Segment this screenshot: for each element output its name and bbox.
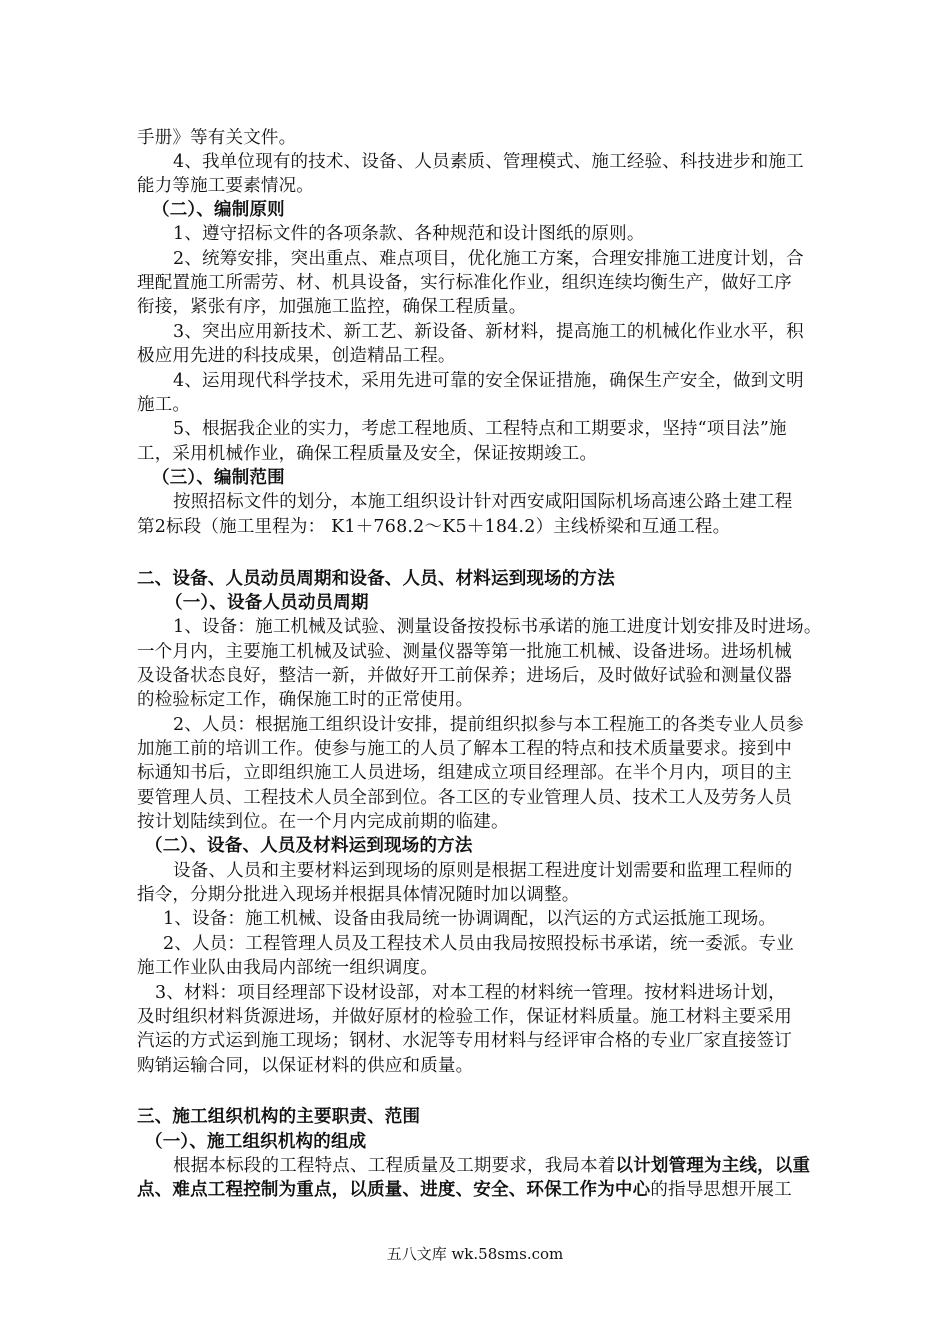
text-line: 汽运的方式运到施工现场；钢材、水泥等专用材料与经评审合格的专业厂家直接签订 [137,1031,792,1051]
text-line: 2、统筹安排，突出重点、难点项目，优化施工方案，合理安排施工进度计划，合 [173,249,804,269]
emphasis-text: 以计划管理为主线，以重 [615,1156,811,1176]
text-line: 施工作业队由我局内部统一组织调度。 [137,958,438,978]
text-line: 指令，分期分批进入现场并根据具体情况随时加以调整。 [137,885,580,905]
emphasis-text: 点、难点工程控制为重点，以质量、进度、安全、环保工作为中心 [137,1180,651,1200]
mixed-text-line [137,1179,792,1202]
text-line: 1、设备：施工机械、设备由我局统一协调调配，以汽运的方式运抵施工现场。 [163,909,777,929]
text-line: 标通知书后，立即组织施工人员进场，组建成立项目经理部。在半个月内，项目的主 [137,763,792,783]
plain-text: 的指导思想开展工 [650,1180,792,1200]
text-line: 手册》等有关文件。 [137,128,297,148]
text-line: 设备、人员和主要材料运到现场的原则是根据工程进度计划需要和监理工程师的 [173,861,793,881]
text-line: 3、突出应用新技术、新工艺、新设备、新材料，提高施工的机械化作业水平，积 [173,322,804,342]
text-line: 要管理人员、工程技术人员全部到位。各工区的专业管理人员、技术工人及劳务人员 [137,788,792,808]
plain-text: 根据本标段的工程特点、工程质量及工期要求，我局本着 [173,1156,616,1176]
section-heading: 二、设备、人员动员周期和设备、人员、材料运到现场的方法 [137,569,615,589]
subsection-heading: （二）、设备、人员及材料运到现场的方法 [145,836,473,856]
text-line: 购销运输合同，以保证材料的供应和质量。 [137,1056,474,1076]
text-line: 2、人员：工程管理人员及工程技术人员由我局按照投标书承诺，统一委派。专业 [163,934,794,954]
text-line: 按计划陆续到位。在一个月内完成前期的临建。 [137,812,509,832]
text-line: 施工。 [137,395,191,415]
text-line: 1、遵守招标文件的各项条款、各种规范和设计图纸的原则。 [173,224,645,244]
subsection-heading: （一）、施工组织机构的组成 [145,1132,367,1152]
text-line: 极应用先进的科技成果，创造精品工程。 [137,346,456,366]
text-line: 5、根据我企业的实力，考虑工程地质、工程特点和工期要求，坚持“项目法”施 [173,419,787,439]
text-line: 工，采用机械作业，确保工程质量及安全，保证按期竣工。 [137,444,598,464]
text-line: 及时组织材料货源进场，并做好原材的检验工作，保证材料质量。施工材料主要采用 [137,1007,792,1027]
text-line: 1、设备：施工机械及试验、测量设备按投标书承诺的施工进度计划安排及时进场。 [173,617,822,637]
text-line: 4、运用现代科学技术，采用先进可靠的安全保证措施，确保生产安全，做到文明 [173,371,804,391]
text-line: 及设备状态良好，整洁一新，并做好开工前保养；进场后，及时做好试验和测量仪器 [137,666,792,686]
section-heading: 三、施工组织机构的主要职责、范围 [137,1107,421,1127]
text-line: 衔接，紧张有序，加强施工监控，确保工程质量。 [137,297,527,317]
subsection-heading: （二）、编制原则 [152,200,285,220]
text-line: 4、我单位现有的技术、设备、人员素质、管理模式、施工经验、科技进步和施工 [173,152,804,172]
text-line: 按照招标文件的划分，本施工组织设计针对西安咸阳国际机场高速公路土建工程 [173,492,793,512]
text-line: 加施工前的培训工作。使参与施工的人员了解本工程的特点和技术质量要求。接到中 [137,739,792,759]
text-line: 的检验标定工作，确保施工时的正常使用。 [137,690,474,710]
text-line: 第2标段（施工里程为： K1＋768.2～K5＋184.2）主线桥梁和互通工程。 [137,517,731,537]
subsection-heading: （一）、设备人员动员周期 [165,593,369,613]
subsection-heading: （三）、编制范围 [152,468,285,488]
text-line: 一个月内，主要施工机械及试验、测量仪器等第一批施工机械、设备进场。进场机械 [137,642,792,662]
text-line: 能力等施工要素情况。 [137,176,314,196]
page-footer: 五八文库 wk.58sms.com [386,1245,564,1263]
mixed-text-line [173,1155,810,1178]
text-line: 2、人员：根据施工组织设计安排，提前组织拟参与本工程施工的各类专业人员参 [173,715,804,735]
text-line: 理配置施工所需劳、材、机具设备，实行标准化作业，组织连续均衡生产，做好工序 [137,273,792,293]
text-line: 3、材料：项目经理部下设材设部，对本工程的材料统一管理。按材料进场计划， [155,983,786,1003]
